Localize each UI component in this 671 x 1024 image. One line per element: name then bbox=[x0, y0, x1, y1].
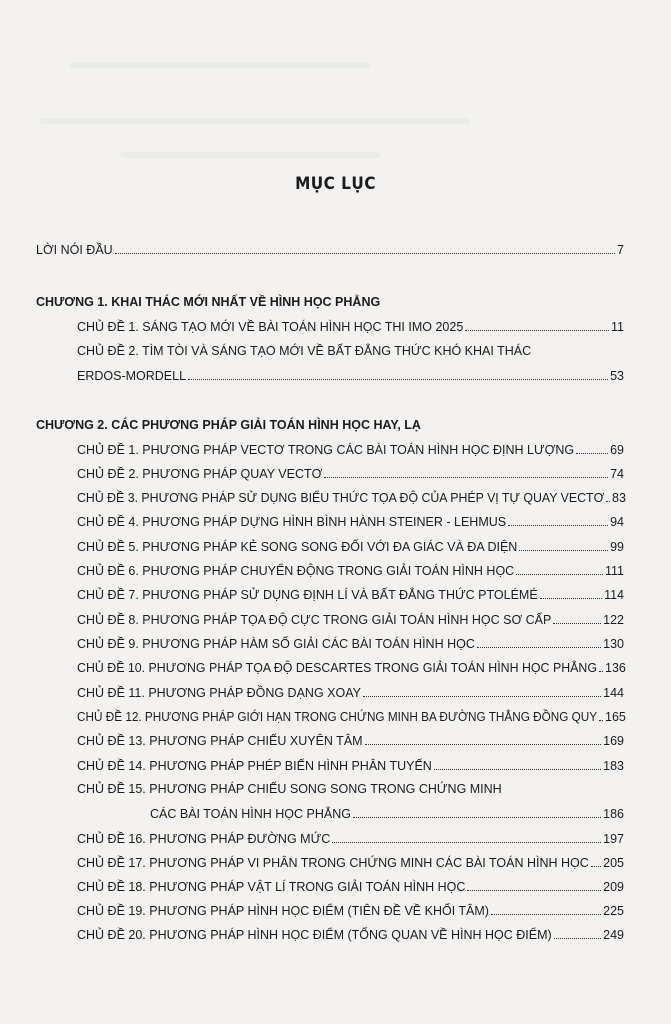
toc-entry-label: CHỦ ĐỀ 2. PHƯƠNG PHÁP QUAY VECTƠ bbox=[77, 467, 323, 481]
toc-entry-ch2-topic-6[interactable] bbox=[77, 561, 624, 579]
toc-entry-page: 11 bbox=[611, 320, 624, 334]
toc-entry-label: CHỦ ĐỀ 3. PHƯƠNG PHÁP SỬ DỤNG BIỂU THỨC TỌA ĐỘ CỦA PHÉP VỊ TỰ QUAY VECTƠ bbox=[77, 491, 605, 505]
toc-entry-label: CHỦ ĐỀ 11. PHƯƠNG PHÁP ĐỒNG DẠNG XOAY bbox=[77, 686, 361, 700]
toc-entry-label: CHỦ ĐỀ 20. PHƯƠNG PHÁP HÌNH HỌC ĐIỂM (TỔNG QUAN VỀ HÌNH HỌC ĐIỂM) bbox=[77, 928, 552, 942]
toc-entry-page: 249 bbox=[603, 928, 624, 942]
toc-entry-page: 7 bbox=[617, 243, 624, 257]
dot-leader bbox=[115, 240, 615, 254]
dot-leader bbox=[477, 634, 601, 648]
toc-entry-label: CHỦ ĐỀ 19. PHƯƠNG PHÁP HÌNH HỌC ĐIỂM (TIÊN ĐỀ VỀ KHỐI TÂM) bbox=[77, 904, 489, 918]
dot-leader bbox=[508, 512, 608, 526]
toc-entry-label: CHỦ ĐỀ 5. PHƯƠNG PHÁP KẺ SONG SONG ĐỐI VỚI ĐA GIÁC VÀ ĐA DIỆN bbox=[77, 540, 518, 554]
dot-leader bbox=[516, 561, 603, 575]
toc-entry-page: 209 bbox=[603, 880, 624, 894]
toc-entry-page: 136 bbox=[605, 661, 626, 675]
toc-entry-page: 144 bbox=[603, 686, 624, 700]
toc-entry-page: 165 bbox=[605, 710, 626, 724]
toc-entry-ch2-topic-5[interactable] bbox=[77, 537, 624, 555]
toc-entry-label: CHỦ ĐỀ 1. SÁNG TẠO MỚI VỀ BÀI TOÁN HÌNH HỌC THI IMO 2025 bbox=[77, 320, 464, 334]
toc-entry-label: CHỦ ĐỀ 9. PHƯƠNG PHÁP HÀM SỐ GIẢI CÁC BÀI TOÁN HÌNH HỌC bbox=[77, 637, 475, 651]
bleed-through-mark bbox=[120, 152, 380, 158]
toc-entry-ch2-topic-20[interactable] bbox=[77, 925, 624, 943]
toc-entry-page: 169 bbox=[603, 734, 624, 748]
toc-entry-ch2-topic-12[interactable] bbox=[77, 707, 624, 725]
toc-entry-label: CHỦ ĐỀ 4. PHƯƠNG PHÁP DỰNG HÌNH BÌNH HÀNH STEINER - LEHMUS bbox=[77, 515, 507, 529]
toc-entry-label: CHỦ ĐỀ 13. PHƯƠNG PHÁP CHIẾU XUYÊN TÂM bbox=[77, 734, 363, 748]
bleed-through-mark bbox=[70, 62, 370, 68]
toc-entry-ch2-topic-16[interactable] bbox=[77, 829, 624, 847]
toc-entry-page: 130 bbox=[603, 637, 624, 651]
toc-entry-label: CHỦ ĐỀ 10. PHƯƠNG PHÁP TỌA ĐỘ DESCARTES TRONG GIẢI TOÁN HÌNH HỌC PHẲNG bbox=[77, 661, 597, 675]
dot-leader bbox=[467, 877, 601, 891]
toc-entry-page: 225 bbox=[603, 904, 624, 918]
dot-leader bbox=[519, 537, 608, 551]
toc-entry-label: CHỦ ĐỀ 1. PHƯƠNG PHÁP VECTƠ TRONG CÁC BÀI TOÁN HÌNH HỌC ĐỊNH LƯỢNG bbox=[77, 443, 575, 457]
dot-leader bbox=[606, 488, 610, 502]
toc-entry-ch2-topic-18[interactable] bbox=[77, 877, 624, 895]
dot-leader bbox=[332, 829, 601, 843]
toc-entry-page: 99 bbox=[610, 540, 624, 554]
toc-entry-page: 53 bbox=[610, 369, 624, 383]
toc-entry-label: CHỦ ĐỀ 6. PHƯƠNG PHÁP CHUYỂN ĐỘNG TRONG GIẢI TOÁN HÌNH HỌC bbox=[77, 564, 515, 578]
dot-leader bbox=[465, 317, 609, 331]
dot-leader bbox=[553, 610, 601, 624]
dot-leader bbox=[591, 853, 601, 867]
page-title: MỤC LỤC bbox=[295, 174, 376, 194]
toc-entry-ch2-topic-17[interactable] bbox=[77, 853, 624, 871]
chapter-2-heading: CHƯƠNG 2. CÁC PHƯƠNG PHÁP GIẢI TOÁN HÌNH HỌC HAY, LẠ bbox=[36, 418, 421, 432]
toc-entry-ch2-topic-3[interactable] bbox=[77, 488, 624, 506]
dot-leader bbox=[554, 925, 601, 939]
toc-entry-label: CHỦ ĐỀ 16. PHƯƠNG PHÁP ĐƯỜNG MỨC bbox=[77, 832, 331, 846]
toc-entry-label: LỜI NÓI ĐẦU bbox=[36, 243, 113, 257]
toc-entry-ch1-topic-2[interactable] bbox=[77, 366, 624, 384]
chapter-1-heading: CHƯƠNG 1. KHAI THÁC MỚI NHẤT VỀ HÌNH HỌC PHẲNG bbox=[36, 295, 381, 309]
toc-entry-label: CHỦ ĐỀ 12. PHƯƠNG PHÁP GIỚI HẠN TRONG CHỨNG MINH BA ĐƯỜNG THẲNG ĐỒNG QUY bbox=[77, 710, 598, 724]
toc-entry-ch2-topic-11[interactable] bbox=[77, 683, 624, 701]
toc-entry-ch1-topic-2-line1[interactable]: CHỦ ĐỀ 2. TÌM TÒI VÀ SÁNG TẠO MỚI VỀ BẤT ĐẲNG THỨC KHÓ KHAI THÁC bbox=[77, 344, 532, 358]
bleed-through-mark bbox=[40, 118, 470, 124]
toc-entry-ch2-topic-4[interactable] bbox=[77, 512, 624, 530]
toc-entry-ch2-topic-19[interactable] bbox=[77, 901, 624, 919]
toc-entry-ch2-topic-10[interactable] bbox=[77, 658, 624, 676]
toc-entry-ch2-topic-1[interactable] bbox=[77, 440, 624, 458]
toc-entry-ch2-topic-15[interactable] bbox=[150, 804, 624, 822]
dot-leader bbox=[599, 658, 603, 672]
toc-entry-page: 83 bbox=[612, 491, 626, 505]
toc-entry-ch2-topic-7[interactable] bbox=[77, 585, 624, 603]
toc-entry-page: 122 bbox=[603, 613, 624, 627]
dot-leader bbox=[353, 804, 601, 818]
toc-entry-page: 114 bbox=[604, 588, 624, 602]
toc-entry-label: CÁC BÀI TOÁN HÌNH HỌC PHẲNG bbox=[150, 807, 351, 821]
dot-leader bbox=[576, 440, 608, 454]
toc-entry-preface[interactable] bbox=[36, 240, 624, 258]
toc-entry-label: CHỦ ĐỀ 17. PHƯƠNG PHÁP VI PHÂN TRONG CHỨNG MINH CÁC BÀI TOÁN HÌNH HỌC bbox=[77, 856, 589, 870]
toc-entry-label: CHỦ ĐỀ 7. PHƯƠNG PHÁP SỬ DỤNG ĐỊNH LÍ VÀ BẤT ĐẲNG THỨC PTOLÉMÉ bbox=[77, 588, 538, 602]
toc-entry-page: 197 bbox=[603, 832, 624, 846]
toc-entry-ch2-topic-9[interactable] bbox=[77, 634, 624, 652]
dot-leader bbox=[540, 585, 602, 599]
dot-leader bbox=[599, 707, 603, 721]
dot-leader bbox=[434, 756, 601, 770]
toc-entry-ch2-topic-13[interactable] bbox=[77, 731, 624, 749]
toc-entry-label: CHỦ ĐỀ 18. PHƯƠNG PHÁP VẬT LÍ TRONG GIẢI TOÁN HÌNH HỌC bbox=[77, 880, 466, 894]
toc-entry-ch2-topic-14[interactable] bbox=[77, 756, 624, 774]
toc-entry-page: 111 bbox=[604, 564, 624, 578]
toc-entry-page: 74 bbox=[610, 467, 624, 481]
toc-entry-page: 94 bbox=[610, 515, 624, 529]
toc-entry-ch2-topic-15-line1[interactable]: CHỦ ĐỀ 15. PHƯƠNG PHÁP CHIẾU SONG SONG TRONG CHỨNG MINH bbox=[77, 782, 502, 796]
dot-leader bbox=[363, 683, 601, 697]
toc-entry-page: 186 bbox=[603, 807, 624, 821]
toc-entry-ch2-topic-2[interactable] bbox=[77, 464, 624, 482]
toc-entry-label: CHỦ ĐỀ 14. PHƯƠNG PHÁP PHÉP BIẾN HÌNH PHÂN TUYẾN bbox=[77, 759, 432, 773]
dot-leader bbox=[188, 366, 608, 380]
toc-entry-page: 183 bbox=[603, 759, 624, 773]
dot-leader bbox=[491, 901, 601, 915]
dot-leader bbox=[324, 464, 608, 478]
toc-entry-ch2-topic-8[interactable] bbox=[77, 610, 624, 628]
toc-entry-page: 69 bbox=[610, 443, 624, 457]
toc-entry-label: CHỦ ĐỀ 8. PHƯƠNG PHÁP TỌA ĐỘ CỰC TRONG GIẢI TOÁN HÌNH HỌC SƠ CẤP bbox=[77, 613, 552, 627]
toc-entry-page: 205 bbox=[603, 856, 624, 870]
toc-entry-label: ERDOS-MORDELL bbox=[77, 369, 187, 383]
dot-leader bbox=[365, 731, 602, 745]
toc-entry-ch1-topic-1[interactable] bbox=[77, 317, 624, 335]
